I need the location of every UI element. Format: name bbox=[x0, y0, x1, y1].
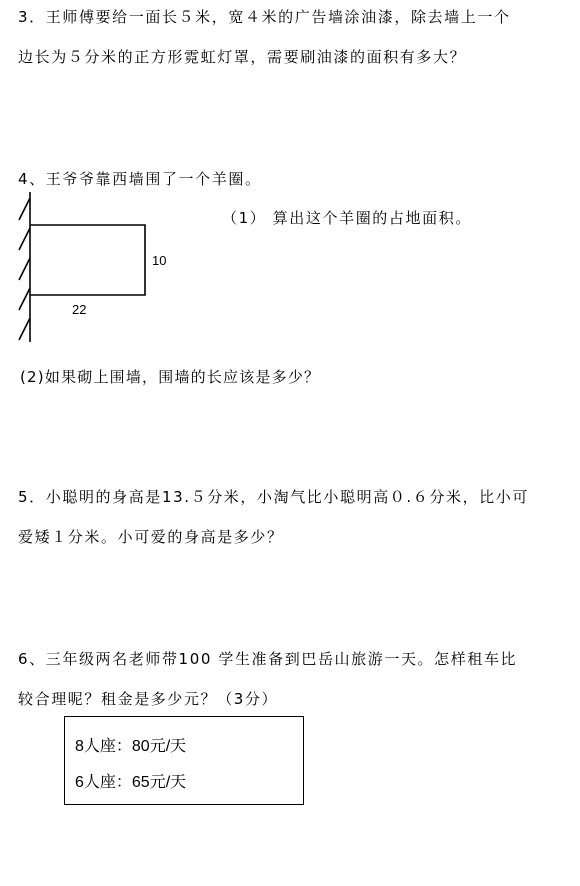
question-5-line-2: 爱矮１分米。小可爱的身高是多少？ bbox=[18, 528, 284, 546]
length-label: 22 bbox=[72, 302, 87, 317]
sheep-pen-diagram bbox=[0, 190, 200, 350]
west-wall bbox=[19, 192, 30, 342]
question-4-part-2: (2)如果砌上围墙，围墙的长应该是多少？ bbox=[20, 368, 321, 386]
question-3-line-1: 3．王师傅要给一面长５米，宽４米的广告墙涂油漆，除去墙上一个 bbox=[18, 8, 511, 26]
question-4-part-1: （1） 算出这个羊圈的占地面积。 bbox=[222, 209, 472, 227]
question-6-line-2: 较合理呢？租金是多少元？（3分） bbox=[18, 690, 279, 708]
price-6-seat: 6人座：65元/天 bbox=[75, 774, 187, 791]
rental-price-box bbox=[64, 716, 304, 805]
question-5-line-1: 5．小聪明的身高是13.５分米，小淘气比小聪明高０.６分米，比小可 bbox=[18, 488, 529, 506]
pen-fence bbox=[30, 225, 145, 295]
question-3-line-2: 边长为５分米的正方形霓虹灯罩，需要刷油漆的面积有多大？ bbox=[18, 48, 467, 66]
question-6-line-1: 6、三年级两名老师带100 学生准备到巴岳山旅游一天。怎样租车比 bbox=[18, 650, 518, 668]
question-4-stem: 4、王爷爷靠西墙围了一个羊圈。 bbox=[18, 170, 262, 188]
height-label: 10 bbox=[152, 253, 167, 268]
price-8-seat: 8人座：80元/天 bbox=[75, 738, 187, 755]
